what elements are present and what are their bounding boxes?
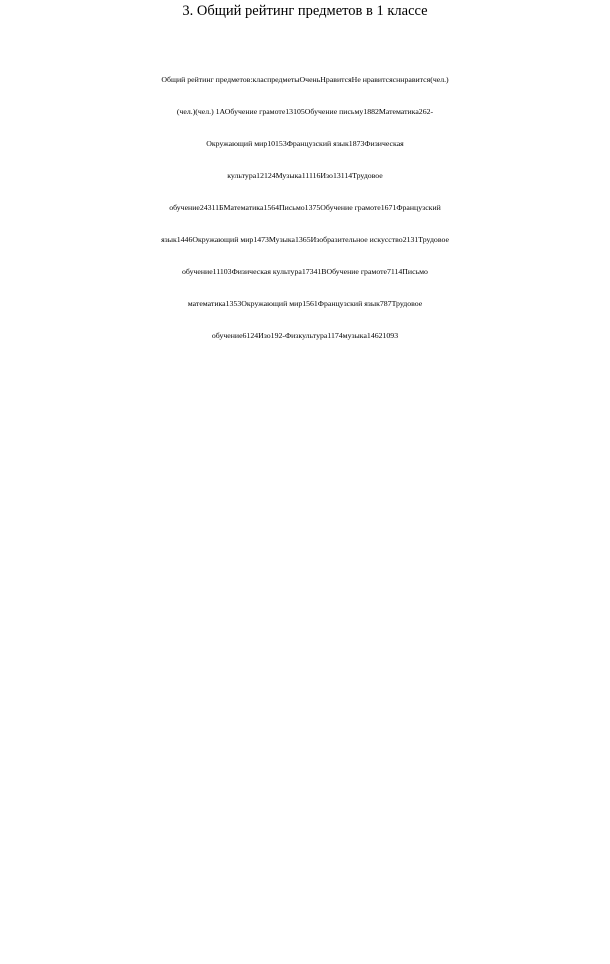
text-line: обучение11103Физическая культура17341ВОбучение грамоте7114Письмо [182, 267, 428, 276]
section-heading: 3. Общий рейтинг предметов в 1 классе [182, 3, 428, 19]
text-line: язык1446Окружающий мир1473Музыка1365Изобразительное искусство2131Трудовое [161, 235, 449, 244]
text-line: Общий рейтинг предметов:класпредметыОченьНравитсяНе нравитсясннравится(чел.) [161, 75, 449, 84]
text-line: математика1353Окружающий мир1561Французский язык787Трудовое [187, 299, 423, 308]
text-line: культура12124Музыка11116Изо13114Трудовое [227, 171, 383, 180]
text-line: обучение6124Изо192-Физкультура1174музыка14621093 [211, 331, 399, 340]
rating-table-text [4, 64, 606, 352]
text-line: Окружающий мир10153Французский язык1873Физическая [206, 139, 404, 148]
text-line: обучение24311БМатематика1564Письмо1375Обучение грамоте1671Французский [169, 203, 441, 212]
text-line: (чел.)(чел.) 1АОбучение грамоте13105Обучение письму1882Математика262- [176, 107, 434, 116]
